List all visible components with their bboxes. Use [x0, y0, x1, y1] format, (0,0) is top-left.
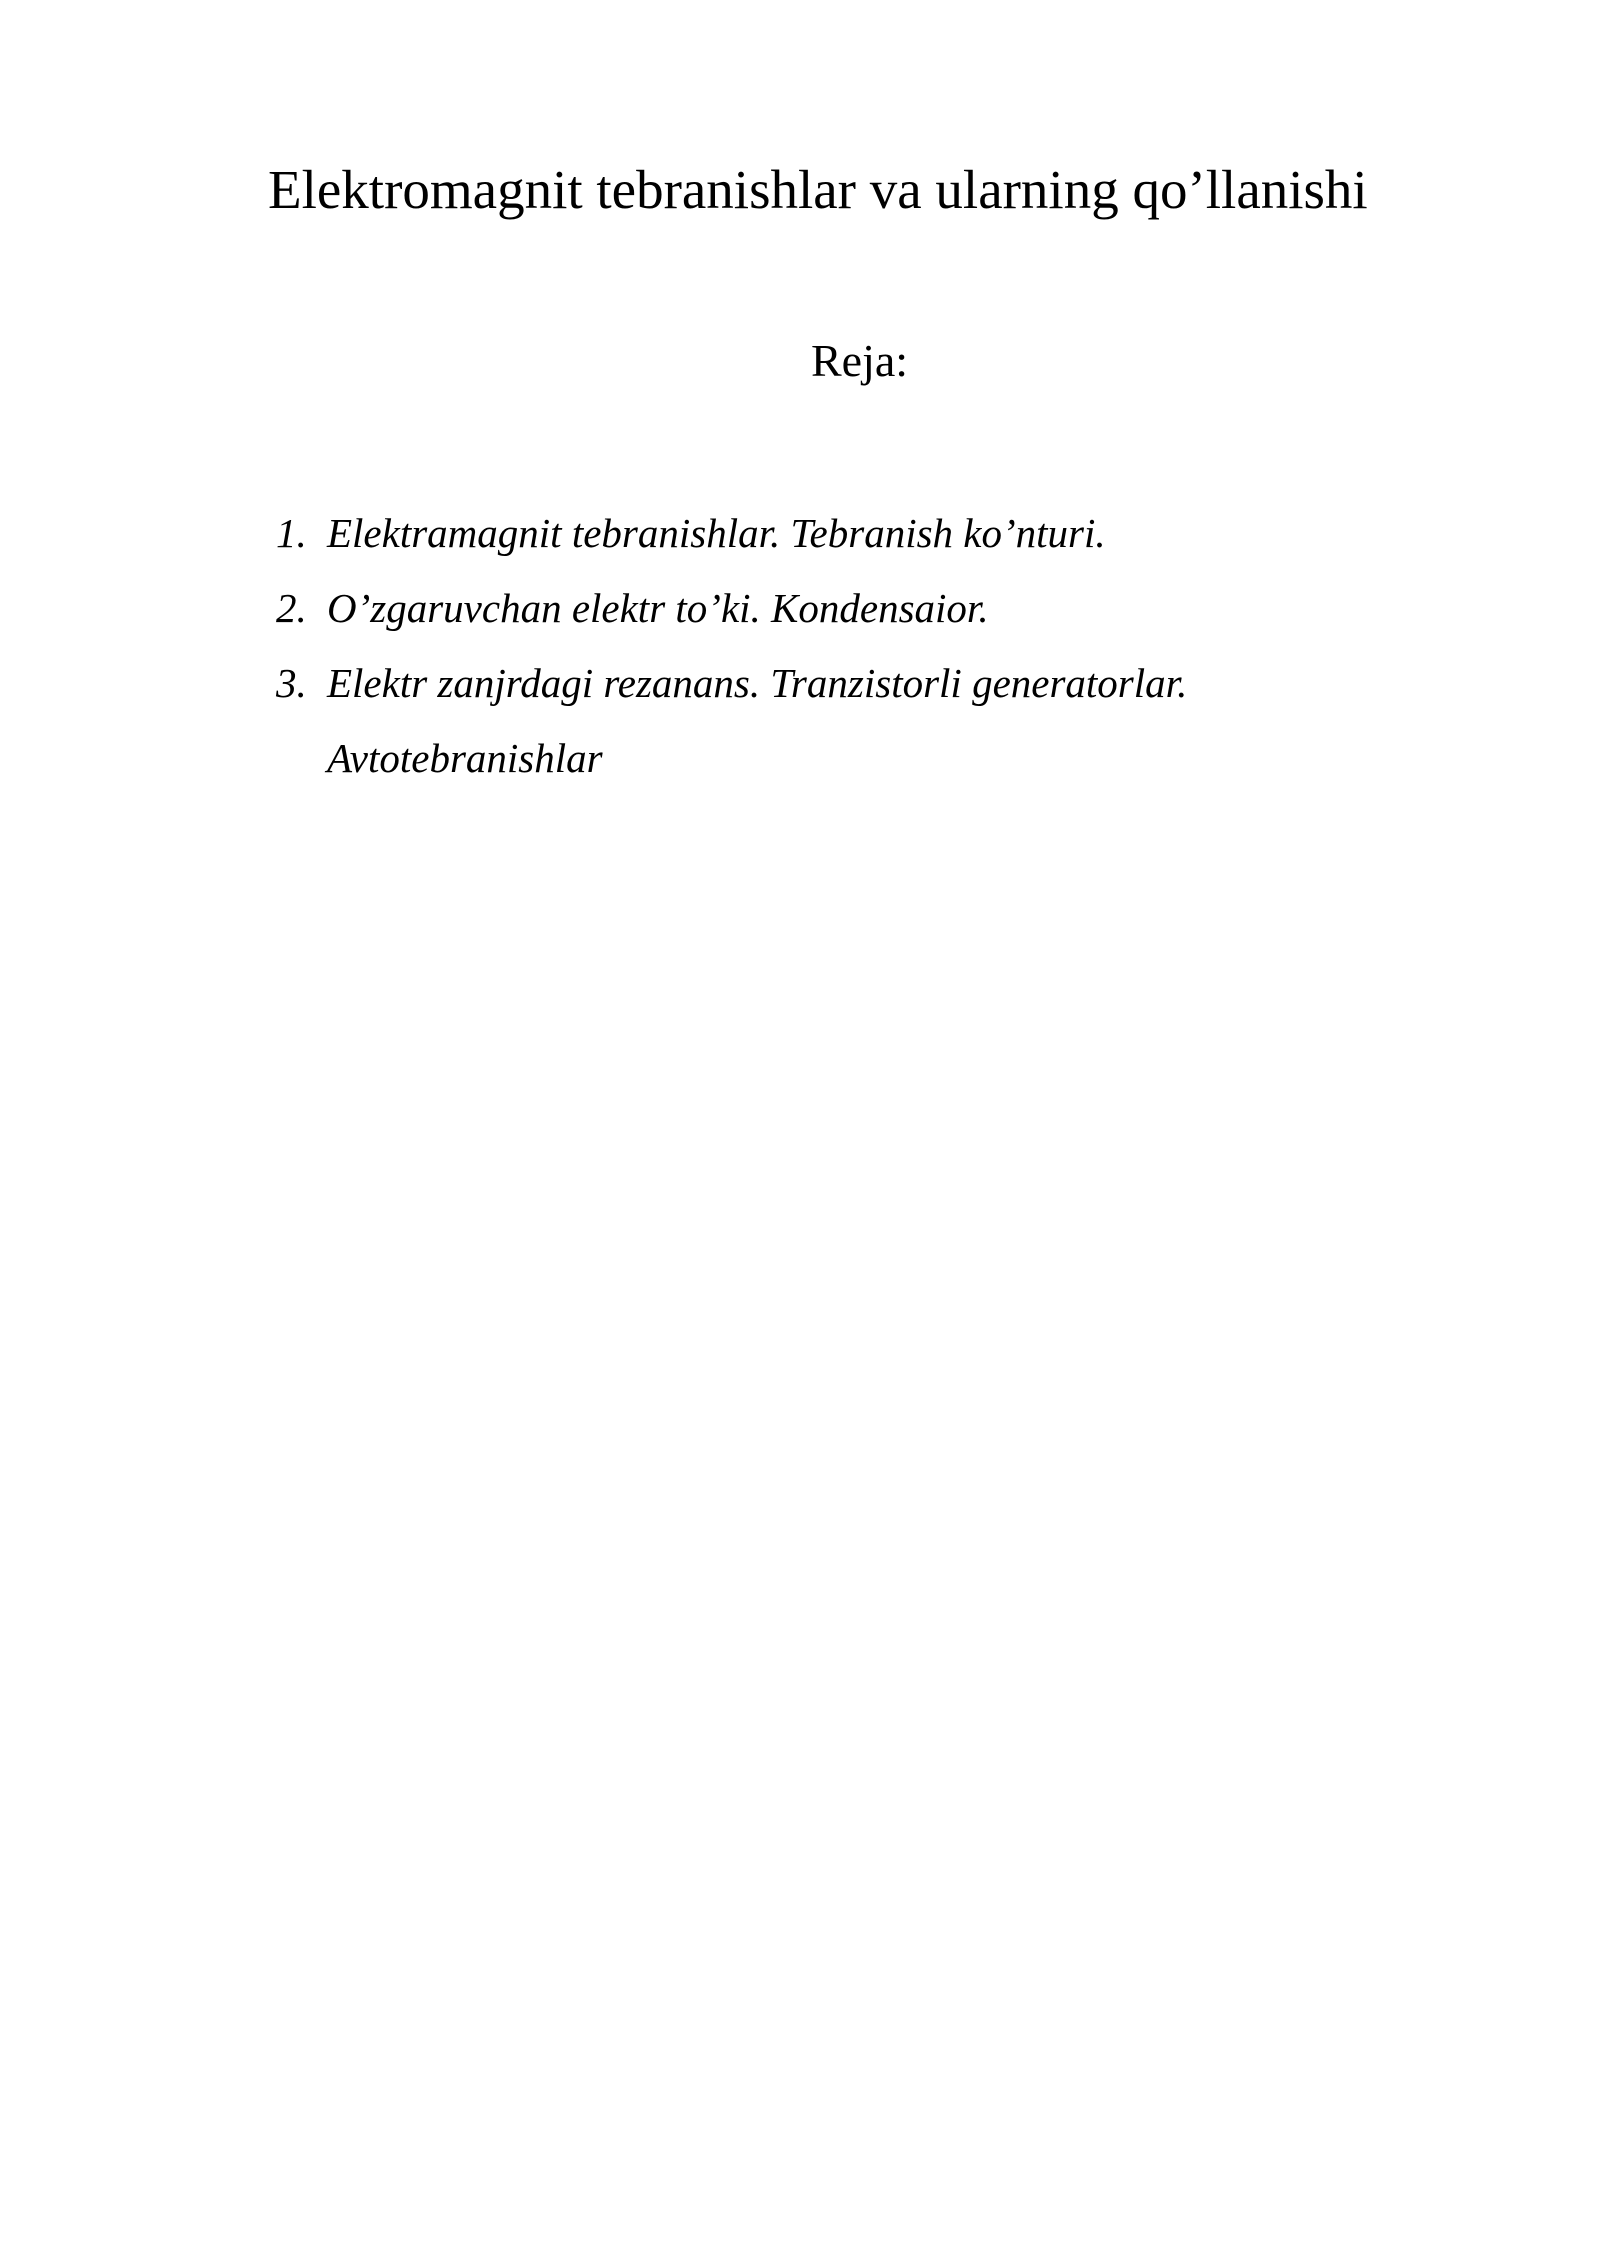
document-title: Elektromagnit tebranishlar va ularning qo’llanishi	[268, 159, 1368, 220]
plan-item-number: 3.	[276, 660, 307, 706]
plan-item-3	[276, 646, 1187, 796]
plan-item-text: Elektr zanjrdagi rezanans. Tranzistorli generatorlar.	[327, 660, 1188, 706]
plan-item-text: Elektramagnit tebranishlar. Tebranish ko’nturi.	[327, 510, 1106, 556]
plan-item-number: 2.	[276, 585, 307, 631]
plan-item-continuation: Avtotebranishlar	[327, 735, 603, 781]
plan-item-1	[276, 496, 1187, 571]
plan-item-text: O’zgaruvchan elektr to’ki. Kondensaior.	[327, 585, 989, 631]
plan-item-number: 1.	[276, 510, 307, 556]
plan-item-2	[276, 571, 1187, 646]
plan-list	[276, 496, 1187, 796]
plan-heading: Reja:	[811, 335, 909, 386]
